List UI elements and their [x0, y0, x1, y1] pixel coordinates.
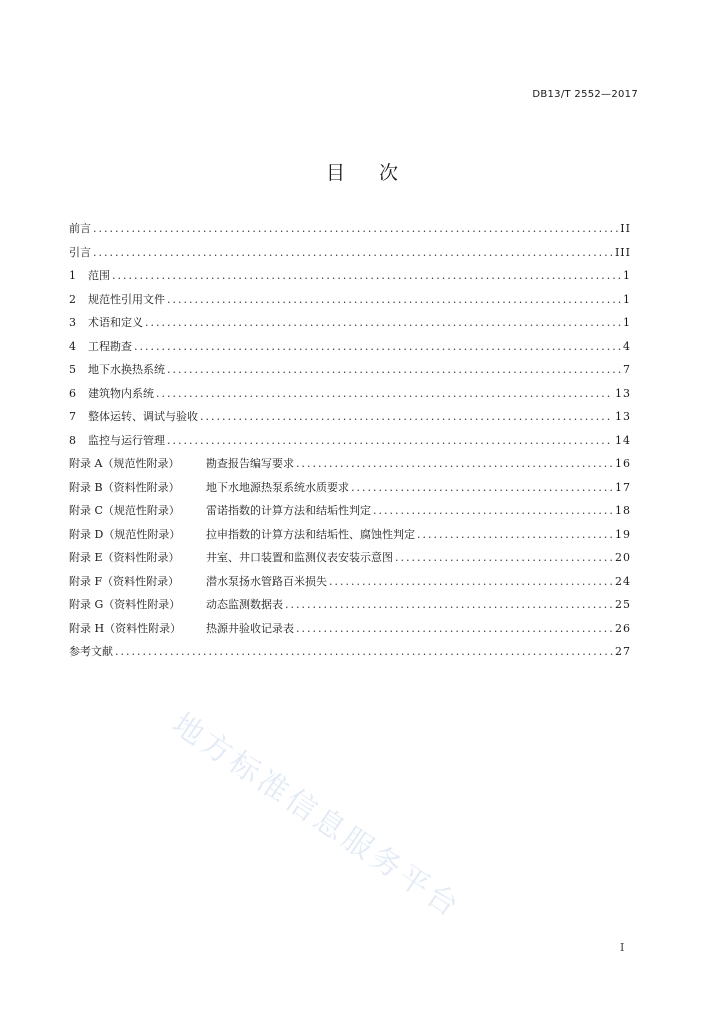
toc-entry-title: 雷诺指数的计算方法和结垢性判定	[206, 504, 371, 517]
toc-entry-number: 6	[69, 386, 76, 400]
toc-leader-dots	[395, 546, 613, 570]
toc-entry-number: 7	[69, 410, 76, 423]
toc-entry-page: 27	[615, 645, 631, 658]
document-code: DB13/T 2552—2017	[532, 89, 638, 100]
toc-entry-number: 3	[69, 316, 76, 329]
toc-leader-dots	[134, 335, 621, 359]
toc-leader-dots	[417, 523, 613, 547]
toc-appendix-label: 附录 F（资料性附录）	[69, 574, 180, 588]
toc-appendix-label: 附录 G（资料性附录）	[69, 598, 181, 611]
toc-entry[interactable]	[69, 358, 631, 382]
toc-entry[interactable]	[69, 288, 631, 312]
toc-entry-page: 7	[623, 363, 631, 376]
toc-entry-number: 2	[69, 292, 76, 306]
toc-entry[interactable]	[69, 311, 631, 335]
toc-entry-title: 动态监测数据表	[206, 598, 283, 611]
toc-leader-dots	[93, 241, 613, 265]
toc-entry[interactable]	[69, 217, 631, 241]
toc-entry-page: 14	[615, 433, 631, 447]
toc-entry-page: 16	[615, 457, 631, 470]
toc-entry-page: 25	[615, 598, 631, 611]
toc-leader-dots	[115, 640, 613, 664]
toc-entry[interactable]	[69, 640, 631, 664]
watermark: 地方标准信息服务平台	[165, 706, 468, 926]
table-of-contents	[69, 217, 631, 664]
toc-entry-title: 引言	[69, 245, 91, 259]
toc-entry-page: 24	[615, 574, 631, 588]
toc-entry-page: 13	[615, 410, 631, 423]
toc-entry[interactable]	[69, 405, 631, 429]
toc-entry-title: 热源井验收记录表	[206, 621, 294, 635]
toc-entry[interactable]	[69, 452, 631, 476]
toc-leader-dots	[373, 499, 613, 523]
toc-appendix-label: 附录 E（资料性附录）	[69, 551, 180, 564]
toc-entry[interactable]	[69, 335, 631, 359]
toc-appendix-label: 附录 B（资料性附录）	[69, 480, 180, 494]
toc-entry-page: 18	[615, 504, 631, 517]
toc-entry[interactable]	[69, 570, 631, 594]
toc-entry-title: 建筑物内系统	[88, 386, 154, 400]
toc-entry-page: 1	[623, 316, 631, 329]
toc-entry-number: 4	[69, 339, 76, 353]
toc-entry[interactable]	[69, 546, 631, 570]
toc-appendix-label: 附录 D（规范性附录）	[69, 527, 181, 541]
toc-entry[interactable]	[69, 429, 631, 453]
toc-entry-title: 参考文献	[69, 645, 113, 658]
toc-entry[interactable]	[69, 523, 631, 547]
toc-entry-title: 范围	[88, 269, 110, 282]
toc-leader-dots	[145, 311, 621, 335]
toc-entry-title: 监控与运行管理	[88, 433, 165, 447]
toc-entry-page: 20	[615, 551, 631, 564]
toc-entry[interactable]	[69, 476, 631, 500]
toc-entry[interactable]	[69, 241, 631, 265]
toc-entry-page: 1	[623, 269, 631, 282]
toc-entry-number: 8	[69, 433, 76, 447]
toc-leader-dots	[200, 405, 613, 429]
toc-entry-title: 地下水地源热泵系统水质要求	[206, 480, 349, 494]
toc-leader-dots	[93, 217, 618, 241]
toc-entry-page: 17	[615, 480, 631, 494]
toc-leader-dots	[329, 570, 613, 594]
toc-entry-page: 13	[615, 386, 631, 400]
toc-leader-dots	[112, 264, 621, 288]
toc-leader-dots	[296, 452, 613, 476]
toc-entry-page: III	[614, 245, 631, 259]
toc-leader-dots	[351, 476, 613, 500]
toc-leader-dots	[296, 617, 613, 641]
toc-entry-title: 工程勘查	[88, 339, 132, 353]
toc-appendix-label: 附录 C（规范性附录）	[69, 504, 180, 517]
toc-entry[interactable]	[69, 499, 631, 523]
toc-leader-dots	[167, 429, 613, 453]
toc-entry-page: 26	[615, 621, 631, 635]
toc-appendix-label: 附录 A（规范性附录）	[69, 457, 180, 470]
toc-entry[interactable]	[69, 593, 631, 617]
toc-entry-page: 1	[623, 292, 631, 306]
toc-entry-title: 潜水泵扬水管路百米损失	[206, 574, 327, 588]
toc-entry-title: 地下水换热系统	[88, 363, 165, 376]
toc-entry-title: 规范性引用文件	[88, 292, 165, 306]
toc-entry[interactable]	[69, 264, 631, 288]
toc-entry-page: 19	[615, 527, 631, 541]
toc-entry-number: 1	[69, 269, 76, 282]
toc-entry-page: II	[620, 222, 631, 235]
toc-leader-dots	[167, 358, 621, 382]
toc-entry-title: 拉申指数的计算方法和结垢性、腐蚀性判定	[206, 527, 415, 541]
toc-entry-page: 4	[623, 339, 631, 353]
toc-entry-number: 5	[69, 363, 76, 376]
toc-entry-title: 勘查报告编写要求	[206, 457, 294, 470]
toc-leader-dots	[285, 593, 613, 617]
toc-entry-title: 井室、井口装置和监测仪表安装示意图	[206, 551, 393, 564]
toc-leader-dots	[167, 288, 621, 312]
toc-entry-title: 术语和定义	[88, 316, 143, 329]
toc-entry-title: 整体运转、调试与验收	[88, 410, 198, 423]
toc-entry[interactable]	[69, 382, 631, 406]
toc-entry-title: 前言	[69, 222, 91, 235]
page-number: I	[620, 941, 625, 954]
toc-entry[interactable]	[69, 617, 631, 641]
toc-leader-dots	[156, 382, 613, 406]
toc-appendix-label: 附录 H（资料性附录）	[69, 621, 182, 635]
toc-title: 目次	[325, 162, 432, 184]
